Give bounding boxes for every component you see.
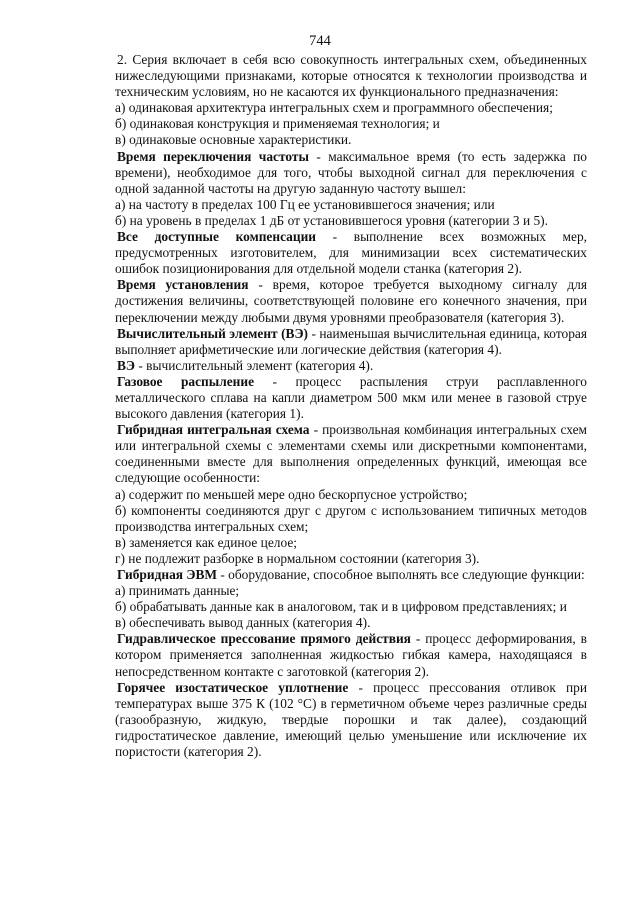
definition-term: Горячее изостатическое уплотнение [117, 679, 349, 695]
definition-term: ВЭ [117, 357, 136, 373]
definition-paragraph: Газовое распыление - процесс распыления струи расплавленного металлического сплава на капли диаметром 500 мкм или менее в газовой струе высокого давления (категория 1). [115, 373, 587, 422]
document-body [115, 52, 587, 760]
definition-term: Время установления [117, 277, 249, 293]
list-item: а) принимать данные; [115, 583, 240, 599]
list-item: а) одинаковая архитектура интегральных схем и программного обеспечения; [115, 100, 553, 116]
page-number: 744 [309, 33, 331, 49]
definition-paragraph: Время переключения частоты - максимальное время (то есть задержка по времени), необходимое для того, чтобы выходной сигнал для переключения с одной заданной частоты на другую заданную частоту вышел: [115, 148, 587, 196]
list-item: б) на уровень в пределах 1 дБ от установившегося уровня (категории 3 и 5). [115, 212, 548, 228]
list-item: в) обеспечивать вывод данных (категория 4). [115, 615, 371, 631]
definition-paragraph: Все доступные компенсации - выполнение всех возможных мер, предусмотренных изготовителем, для минимизации всех систематических ошибок позиционирования для отдельной модели станка (категория 2). [115, 229, 588, 277]
list-item: б) обрабатывать данные как в аналоговом, так и в цифровом представлениях; и [115, 599, 567, 615]
definition-term: Гибридная интегральная схема [117, 422, 310, 438]
definition-term: Газовое распыление [117, 373, 255, 389]
list-item: б) компоненты соединяются друг с другом с использованием типичных методов производства интегральных схем; [115, 502, 587, 534]
definition-term: Все доступные компенсации [117, 229, 317, 245]
list-item: б) одинаковая конструкция и применяемая технология; и [115, 116, 440, 132]
definition-paragraph: Время установления - время, которое требуется выходному сигналу для достижения величины, соответствующей половине его конечного значения, при переключении между любыми двумя уровнями преобразователя (категория 3). [115, 277, 587, 325]
definition-paragraph: ВЭ - вычислительный элемент (категория 4). [117, 357, 374, 373]
paragraph: 2. Серия включает в себя всю совокупность интегральных схем, объединенных нижеследующими признаками, которые относятся к технологии производства и техническим условиям, но не касаются их функционального предназначения: [115, 52, 587, 100]
list-item: в) одинаковые основные характеристики. [115, 132, 352, 148]
list-item: а) содержит по меньшей мере одно бескорпусное устройство; [115, 486, 468, 502]
definition-paragraph: Горячее изостатическое уплотнение - процесс прессования отливок при температурах выше 375 К (102 °С) в герметичном объеме через различные среды (газообразную, жидкую, твердые порошки и так далее), создающий гидростатическое давление, имеющий целью уменьшение или исключение их пористости (категория 2). [115, 679, 588, 760]
list-item: а) на частоту в пределах 100 Гц ее установившегося значения; или [115, 196, 495, 212]
list-item: в) заменяется как единое целое; [115, 534, 297, 550]
definition-term: Время переключения частоты [117, 148, 309, 164]
list-item: г) не подлежит разборке в нормальном состоянии (категория 3). [115, 550, 480, 566]
definition-paragraph: Вычислительный элемент (ВЭ) - наименьшая вычислительная единица, которая выполняет арифметические или логические действия (категория 4). [115, 325, 587, 357]
definition-term: Вычислительный элемент (ВЭ) [117, 325, 309, 341]
definition-paragraph: Гибридная ЭВМ - оборудование, способное выполнять все следующие функции: [117, 567, 585, 582]
definition-term: Гибридная ЭВМ [117, 567, 218, 582]
definition-term: Гидравлическое прессование прямого действия [117, 631, 411, 647]
definition-paragraph: Гибридная интегральная схема - произвольная комбинация интегральных схем или интегральной схемы с элементами схемы или дискретными компонентами, соединенными вместе для выполнения определенных функций, имеющая все следующие особенности: [115, 422, 588, 486]
definition-paragraph: Гидравлическое прессование прямого действия - процесс деформирования, в котором применяется заполненная жидкостью гибкая камера, находящаяся в непосредственном контакте с заготовкой (категория 2). [115, 631, 587, 679]
